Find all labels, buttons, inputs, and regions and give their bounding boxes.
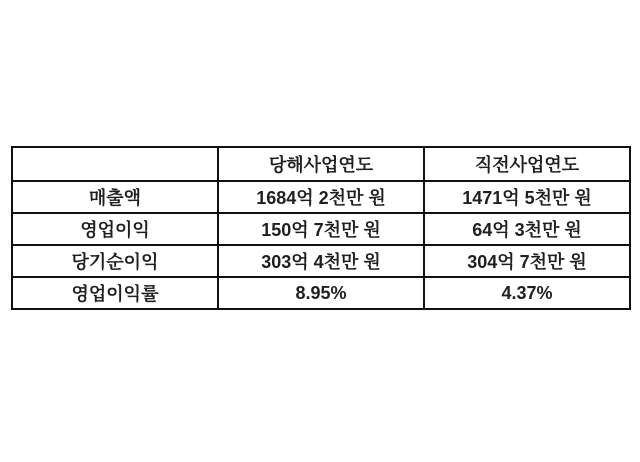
header-current-fiscal-year: 당해사업연도 bbox=[218, 147, 424, 181]
revenue-previous-value: 1471억 5천만 원 bbox=[424, 181, 630, 213]
header-previous-fiscal-year: 직전사업연도 bbox=[424, 147, 630, 181]
row-label-operating-margin: 영업이익률 bbox=[12, 277, 218, 309]
header-row bbox=[12, 147, 630, 181]
table-header bbox=[12, 147, 630, 181]
operating-margin-previous-value: 4.37% bbox=[424, 277, 630, 309]
revenue-current-value: 1684억 2천만 원 bbox=[218, 181, 424, 213]
row-label-net-income: 당기순이익 bbox=[12, 245, 218, 277]
net-income-previous-value: 304억 7천만 원 bbox=[424, 245, 630, 277]
financial-summary-table bbox=[11, 146, 631, 310]
operating-profit-previous-value: 64억 3천만 원 bbox=[424, 213, 630, 245]
header-empty-cell bbox=[12, 147, 218, 181]
operating-profit-current-value: 150억 7천만 원 bbox=[218, 213, 424, 245]
row-net-income bbox=[12, 245, 630, 277]
row-operating-margin bbox=[12, 277, 630, 309]
row-revenue bbox=[12, 181, 630, 213]
table-body bbox=[12, 181, 630, 309]
row-label-revenue: 매출액 bbox=[12, 181, 218, 213]
row-label-operating-profit: 영업이익 bbox=[12, 213, 218, 245]
operating-margin-current-value: 8.95% bbox=[218, 277, 424, 309]
net-income-current-value: 303억 4천만 원 bbox=[218, 245, 424, 277]
row-operating-profit bbox=[12, 213, 630, 245]
